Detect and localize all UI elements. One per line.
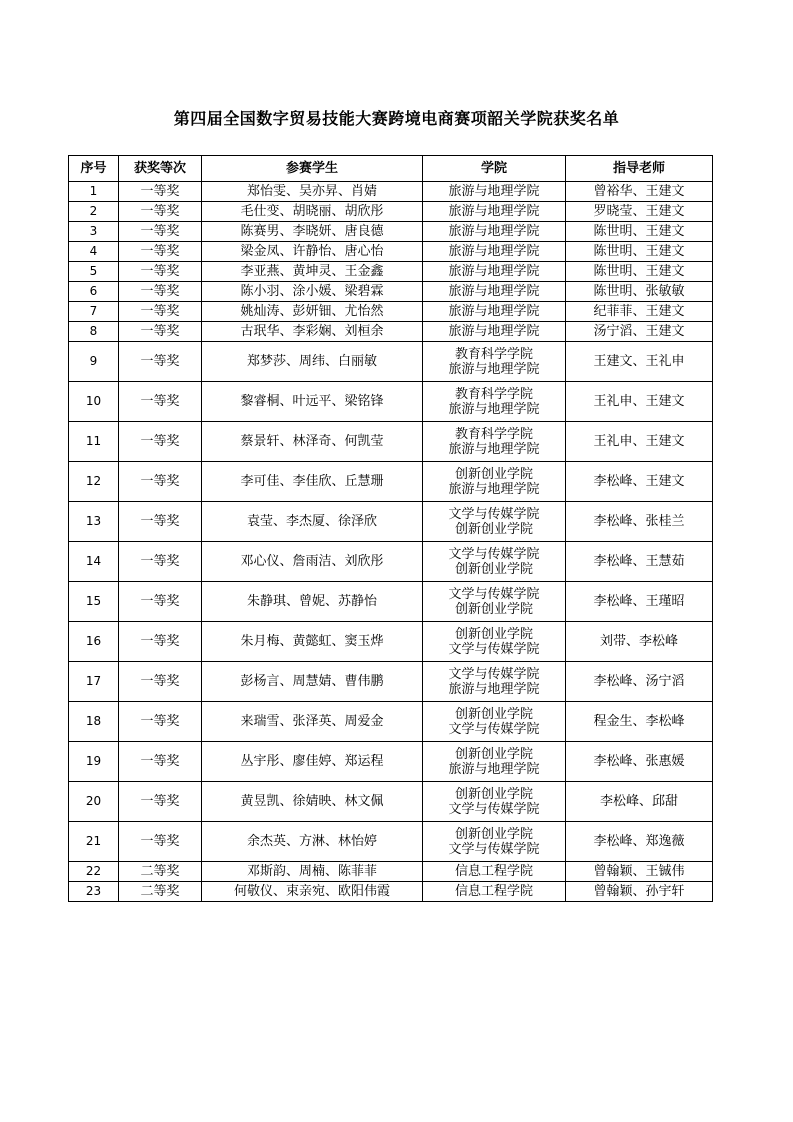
cell-no: 11 bbox=[69, 422, 119, 462]
cell-no: 10 bbox=[69, 382, 119, 422]
cell-college bbox=[423, 622, 566, 662]
cell-advisors: 曾翰颖、孙宇轩 bbox=[566, 882, 713, 902]
cell-students: 余杰英、方淋、林怡婷 bbox=[202, 822, 423, 862]
cell-college bbox=[423, 222, 566, 242]
cell-no: 4 bbox=[69, 242, 119, 262]
cell-advisors: 曾翰颖、王铖伟 bbox=[566, 862, 713, 882]
cell-award: 一等奖 bbox=[119, 182, 202, 202]
cell-award: 一等奖 bbox=[119, 462, 202, 502]
cell-advisors: 纪菲菲、王建文 bbox=[566, 302, 713, 322]
cell-students: 何敬仪、束亲宛、欧阳伟霞 bbox=[202, 882, 423, 902]
table-row bbox=[69, 182, 713, 202]
college-line: 信息工程学院 bbox=[454, 864, 533, 879]
cell-advisors: 刘带、李松峰 bbox=[566, 622, 713, 662]
cell-advisors: 汤宁滔、王建文 bbox=[566, 322, 713, 342]
cell-college bbox=[423, 422, 566, 462]
table-row bbox=[69, 302, 713, 322]
cell-no: 8 bbox=[69, 322, 119, 342]
cell-award: 一等奖 bbox=[119, 422, 202, 462]
cell-college bbox=[423, 882, 566, 902]
cell-students: 陈小羽、涂小媛、梁碧霖 bbox=[202, 282, 423, 302]
header-college: 学院 bbox=[423, 156, 566, 182]
table-row bbox=[69, 622, 713, 662]
cell-award: 一等奖 bbox=[119, 542, 202, 582]
college-line: 创新创业学院 bbox=[454, 601, 533, 617]
cell-award: 一等奖 bbox=[119, 262, 202, 282]
cell-students: 古珉华、李彩娴、刘桓余 bbox=[202, 322, 423, 342]
cell-students: 郑梦莎、周纬、白丽敏 bbox=[202, 342, 423, 382]
cell-no: 17 bbox=[69, 662, 119, 702]
cell-college bbox=[423, 822, 566, 862]
header-no: 序号 bbox=[69, 156, 119, 182]
table-row bbox=[69, 782, 713, 822]
table-row bbox=[69, 242, 713, 262]
cell-no: 16 bbox=[69, 622, 119, 662]
cell-students: 蔡景轩、林泽奇、何凯莹 bbox=[202, 422, 423, 462]
table-row bbox=[69, 382, 713, 422]
college-line: 创新创业学院 bbox=[454, 826, 533, 842]
cell-college bbox=[423, 262, 566, 282]
college-line: 文学与传媒学院 bbox=[448, 841, 540, 857]
header-advisors: 指导老师 bbox=[566, 156, 713, 182]
college-line: 教育科学学院 bbox=[454, 426, 533, 442]
cell-students: 郑怡雯、吴亦昇、肖婧 bbox=[202, 182, 423, 202]
college-line: 信息工程学院 bbox=[454, 884, 533, 899]
cell-advisors: 罗晓莹、王建文 bbox=[566, 202, 713, 222]
cell-no: 20 bbox=[69, 782, 119, 822]
cell-advisors: 王建文、王礼申 bbox=[566, 342, 713, 382]
cell-award: 一等奖 bbox=[119, 662, 202, 702]
college-line: 创新创业学院 bbox=[454, 746, 533, 762]
cell-advisors: 王礼申、王建文 bbox=[566, 422, 713, 462]
cell-advisors: 李松峰、汤宁滔 bbox=[566, 662, 713, 702]
cell-students: 黎睿桐、叶远平、梁铭锋 bbox=[202, 382, 423, 422]
cell-advisors: 李松峰、王建文 bbox=[566, 462, 713, 502]
cell-students: 李亚燕、黄坤灵、王金鑫 bbox=[202, 262, 423, 282]
table-row bbox=[69, 882, 713, 902]
cell-college bbox=[423, 782, 566, 822]
table-row bbox=[69, 322, 713, 342]
cell-students: 黄昱凯、徐婧映、林文佩 bbox=[202, 782, 423, 822]
cell-advisors: 曾裕华、王建文 bbox=[566, 182, 713, 202]
table-row bbox=[69, 662, 713, 702]
college-line: 文学与传媒学院 bbox=[448, 586, 540, 602]
college-line: 旅游与地理学院 bbox=[448, 361, 540, 377]
college-line: 旅游与地理学院 bbox=[448, 481, 540, 497]
cell-no: 18 bbox=[69, 702, 119, 742]
college-line: 教育科学学院 bbox=[454, 346, 533, 362]
cell-no: 1 bbox=[69, 182, 119, 202]
college-line: 旅游与地理学院 bbox=[448, 761, 540, 777]
cell-advisors: 陈世明、王建文 bbox=[566, 242, 713, 262]
college-line: 创新创业学院 bbox=[454, 786, 533, 802]
cell-award: 一等奖 bbox=[119, 502, 202, 542]
table-row bbox=[69, 422, 713, 462]
cell-college bbox=[423, 382, 566, 422]
college-line: 旅游与地理学院 bbox=[448, 264, 540, 279]
cell-no: 13 bbox=[69, 502, 119, 542]
cell-college bbox=[423, 582, 566, 622]
cell-advisors: 李松峰、王慧茹 bbox=[566, 542, 713, 582]
cell-no: 3 bbox=[69, 222, 119, 242]
cell-college bbox=[423, 462, 566, 502]
cell-students: 毛仕变、胡晓丽、胡欣彤 bbox=[202, 202, 423, 222]
cell-college bbox=[423, 322, 566, 342]
college-line: 旅游与地理学院 bbox=[448, 324, 540, 339]
cell-award: 一等奖 bbox=[119, 782, 202, 822]
cell-award: 一等奖 bbox=[119, 302, 202, 322]
cell-award: 一等奖 bbox=[119, 742, 202, 782]
cell-no: 15 bbox=[69, 582, 119, 622]
table-row bbox=[69, 342, 713, 382]
header-students: 参赛学生 bbox=[202, 156, 423, 182]
college-line: 文学与传媒学院 bbox=[448, 641, 540, 657]
cell-advisors: 李松峰、邱甜 bbox=[566, 782, 713, 822]
cell-no: 19 bbox=[69, 742, 119, 782]
table-row bbox=[69, 262, 713, 282]
college-line: 旅游与地理学院 bbox=[448, 681, 540, 697]
cell-award: 二等奖 bbox=[119, 882, 202, 902]
cell-students: 姚灿涛、彭妍钿、尤怡然 bbox=[202, 302, 423, 322]
cell-advisors: 程金生、李松峰 bbox=[566, 702, 713, 742]
college-line: 旅游与地理学院 bbox=[448, 204, 540, 219]
header-award: 获奖等次 bbox=[119, 156, 202, 182]
cell-advisors: 王礼申、王建文 bbox=[566, 382, 713, 422]
cell-advisors: 李松峰、张惠媛 bbox=[566, 742, 713, 782]
page-title: 第四届全国数字贸易技能大赛跨境电商赛项韶关学院获奖名单 bbox=[173, 109, 620, 128]
table-row bbox=[69, 862, 713, 882]
college-line: 旅游与地理学院 bbox=[448, 441, 540, 457]
college-line: 旅游与地理学院 bbox=[448, 244, 540, 259]
table-row bbox=[69, 282, 713, 302]
cell-college bbox=[423, 242, 566, 262]
cell-college bbox=[423, 282, 566, 302]
college-line: 旅游与地理学院 bbox=[448, 304, 540, 319]
table-row bbox=[69, 542, 713, 582]
college-line: 创新创业学院 bbox=[454, 466, 533, 482]
cell-no: 6 bbox=[69, 282, 119, 302]
cell-award: 一等奖 bbox=[119, 282, 202, 302]
cell-advisors: 李松峰、郑逸薇 bbox=[566, 822, 713, 862]
table-row bbox=[69, 582, 713, 622]
cell-no: 5 bbox=[69, 262, 119, 282]
table-row bbox=[69, 702, 713, 742]
cell-college bbox=[423, 742, 566, 782]
award-table bbox=[68, 155, 713, 902]
cell-students: 丛宇彤、廖佳婷、郑运程 bbox=[202, 742, 423, 782]
college-line: 文学与传媒学院 bbox=[448, 721, 540, 737]
cell-award: 一等奖 bbox=[119, 342, 202, 382]
cell-advisors: 陈世明、张敏敏 bbox=[566, 282, 713, 302]
cell-college bbox=[423, 542, 566, 582]
cell-award: 一等奖 bbox=[119, 202, 202, 222]
cell-award: 一等奖 bbox=[119, 622, 202, 662]
cell-award: 一等奖 bbox=[119, 222, 202, 242]
cell-no: 14 bbox=[69, 542, 119, 582]
college-line: 教育科学学院 bbox=[454, 386, 533, 402]
cell-college bbox=[423, 502, 566, 542]
cell-no: 12 bbox=[69, 462, 119, 502]
cell-award: 一等奖 bbox=[119, 322, 202, 342]
cell-students: 朱静琪、曾妮、苏静怡 bbox=[202, 582, 423, 622]
college-line: 旅游与地理学院 bbox=[448, 401, 540, 417]
college-line: 文学与传媒学院 bbox=[448, 801, 540, 817]
cell-no: 2 bbox=[69, 202, 119, 222]
cell-students: 陈赛男、李晓妍、唐良德 bbox=[202, 222, 423, 242]
table-row bbox=[69, 462, 713, 502]
cell-no: 23 bbox=[69, 882, 119, 902]
cell-college bbox=[423, 342, 566, 382]
cell-college bbox=[423, 302, 566, 322]
cell-award: 二等奖 bbox=[119, 862, 202, 882]
cell-award: 一等奖 bbox=[119, 822, 202, 862]
cell-advisors: 李松峰、王瑾昭 bbox=[566, 582, 713, 622]
cell-college bbox=[423, 862, 566, 882]
cell-award: 一等奖 bbox=[119, 242, 202, 262]
college-line: 创新创业学院 bbox=[454, 626, 533, 642]
table-row bbox=[69, 742, 713, 782]
table-row bbox=[69, 202, 713, 222]
cell-award: 一等奖 bbox=[119, 702, 202, 742]
cell-students: 邓心仪、詹雨洁、刘欣彤 bbox=[202, 542, 423, 582]
college-line: 文学与传媒学院 bbox=[448, 546, 540, 562]
college-line: 创新创业学院 bbox=[454, 561, 533, 577]
cell-no: 9 bbox=[69, 342, 119, 382]
cell-advisors: 李松峰、张桂兰 bbox=[566, 502, 713, 542]
college-line: 文学与传媒学院 bbox=[448, 666, 540, 682]
college-line: 创新创业学院 bbox=[454, 521, 533, 537]
college-line: 旅游与地理学院 bbox=[448, 284, 540, 299]
cell-students: 李可佳、李佳欣、丘慧珊 bbox=[202, 462, 423, 502]
cell-college bbox=[423, 662, 566, 702]
cell-college bbox=[423, 182, 566, 202]
table-row bbox=[69, 502, 713, 542]
college-line: 创新创业学院 bbox=[454, 706, 533, 722]
cell-students: 朱月梅、黄懿虹、窦玉烨 bbox=[202, 622, 423, 662]
table-row bbox=[69, 822, 713, 862]
cell-award: 一等奖 bbox=[119, 382, 202, 422]
table-row bbox=[69, 222, 713, 242]
table-header-row bbox=[69, 156, 713, 182]
cell-students: 彭杨言、周慧婧、曹伟鹏 bbox=[202, 662, 423, 702]
college-line: 文学与传媒学院 bbox=[448, 506, 540, 522]
cell-college bbox=[423, 202, 566, 222]
cell-students: 邓斯韵、周楠、陈菲菲 bbox=[202, 862, 423, 882]
cell-college bbox=[423, 702, 566, 742]
cell-advisors: 陈世明、王建文 bbox=[566, 262, 713, 282]
cell-students: 梁金凤、许静怡、唐心怡 bbox=[202, 242, 423, 262]
cell-advisors: 陈世明、王建文 bbox=[566, 222, 713, 242]
college-line: 旅游与地理学院 bbox=[448, 184, 540, 199]
cell-no: 7 bbox=[69, 302, 119, 322]
cell-students: 袁莹、李杰厦、徐泽欣 bbox=[202, 502, 423, 542]
cell-no: 22 bbox=[69, 862, 119, 882]
cell-students: 来瑞雪、张泽英、周爱金 bbox=[202, 702, 423, 742]
college-line: 旅游与地理学院 bbox=[448, 224, 540, 239]
cell-award: 一等奖 bbox=[119, 582, 202, 622]
cell-no: 21 bbox=[69, 822, 119, 862]
